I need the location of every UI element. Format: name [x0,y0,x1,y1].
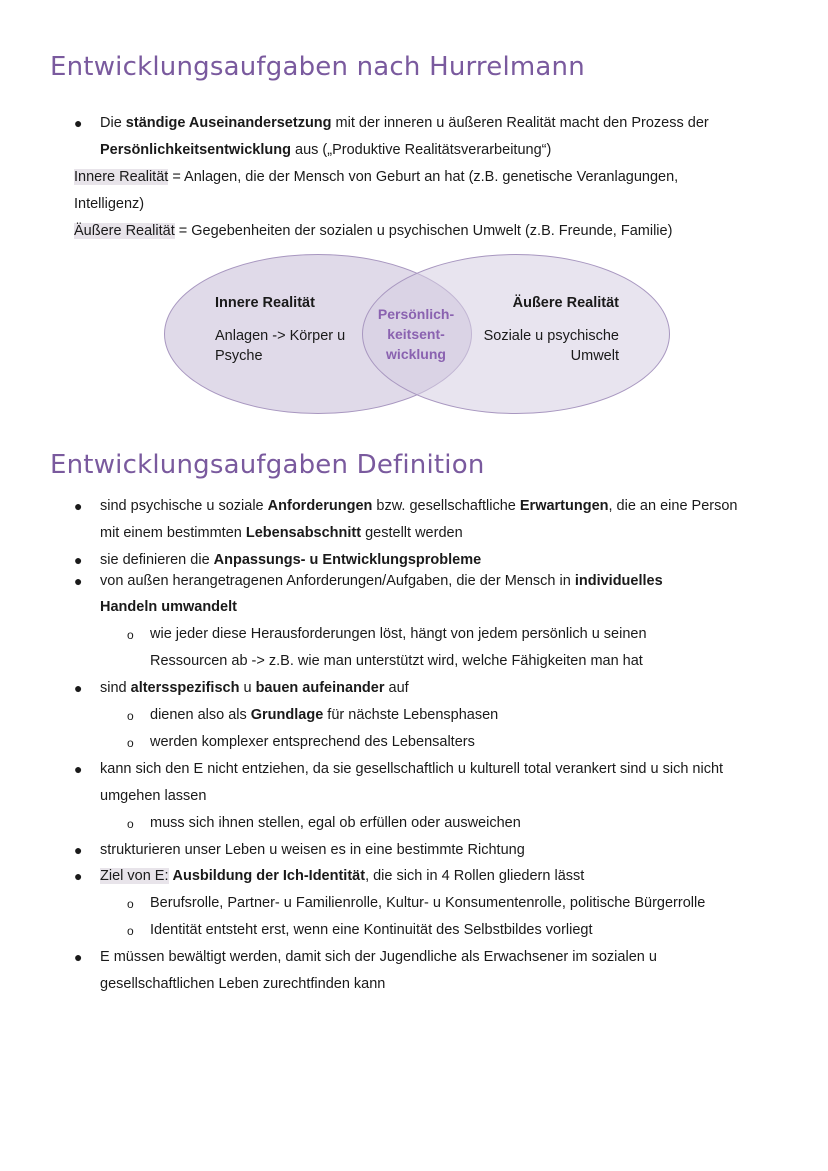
sub-list-item: dienen also als Grundlage für nächste Lebensphasen [150,707,499,723]
bullet-dot: ● [74,573,83,589]
list-item: Ziel von E: Ausbildung der Ich-Identität, die sich in 4 Rollen gliedern lässt [100,868,585,884]
sub-bullet-circle: o [127,817,134,831]
venn-right-text: Soziale u psychische [483,328,619,344]
venn-right-heading: Äußere Realität [512,295,619,311]
list-item: kann sich den E nicht entziehen, da sie gesellschaftlich u kulturell total verankert sind u sich nicht [100,761,724,777]
list-item-continuation: mit einem bestimmten Lebensabschnitt gestellt werden [100,525,463,541]
sub-bullet-circle: o [127,924,134,938]
sub-list-item: wie jeder diese Herausforderungen löst, hängt von jedem persönlich u seinen [150,626,647,642]
list-item: E müssen bewältigt werden, damit sich der Jugendliche als Erwachsener im sozialen u [100,949,657,965]
definition-innere: Innere Realität = Anlagen, die der Mensch von Geburt an hat (z.B. genetische Veranlagungen, [74,169,679,185]
sub-bullet-circle: o [127,897,134,911]
section-title-hurrelmann: Entwicklungsaufgaben nach Hurrelmann [50,52,585,82]
venn-left-text: Anlagen -> Körper u [215,328,346,344]
sub-list-item-continuation: Ressourcen ab -> z.B. wie man unterstützt wird, welche Fähigkeiten man hat [150,653,643,669]
bullet-dot: ● [74,949,83,965]
list-item: sie definieren die Anpassungs- u Entwicklungsprobleme [100,552,482,568]
bullet-dot: ● [74,842,83,858]
definition-aeussere: Äußere Realität = Gegebenheiten der sozialen u psychischen Umwelt (z.B. Freunde, Familie) [74,223,673,239]
sub-bullet-circle: o [127,628,134,642]
list-item: sind altersspezifisch u bauen aufeinander auf [100,680,409,696]
bullet-dot: ● [74,552,83,568]
list-item-continuation: Handeln umwandelt [100,599,237,615]
venn-overlap-label: Persönlich- keitsent- wicklung [377,306,455,362]
bullet-dot: ● [74,761,83,777]
paragraph-line: Intelligenz) [74,196,145,212]
sub-bullet-circle: o [127,736,134,750]
paragraph-line: Persönlichkeitsentwicklung aus („Produktive Realitätsverarbeitung“) [100,142,552,158]
sub-list-item: Identität entsteht erst, wenn eine Kontinuität des Selbstbildes vorliegt [150,922,593,938]
section-title-definition: Entwicklungsaufgaben Definition [50,450,485,480]
list-item: von außen herangetragenen Anforderungen/Aufgaben, die der Mensch in individuelles [100,573,663,589]
list-item: sind psychische u soziale Anforderungen bzw. gesellschaftliche Erwartungen, die an eine Person [100,498,738,514]
list-item: strukturieren unser Leben u weisen es in eine bestimmte Richtung [100,842,525,858]
paragraph-line: Die ständige Auseinandersetzung mit der inneren u äußeren Realität macht den Prozess der [100,115,709,131]
list-item-continuation: umgehen lassen [100,788,207,804]
bullet-dot: ● [74,498,83,514]
sub-list-item: werden komplexer entsprechend des Lebensalters [150,734,475,750]
bullet-dot: ● [74,868,83,884]
venn-left-text: Psyche [215,348,263,364]
list-item-continuation: gesellschaftlichen Leben zurechtfinden kann [100,976,386,992]
sub-bullet-circle: o [127,709,134,723]
venn-left-heading: Innere Realität [215,295,315,311]
bullet-dot: ● [74,115,83,131]
venn-right-text: Umwelt [570,348,619,364]
bullet-dot: ● [74,680,83,696]
sub-list-item: muss sich ihnen stellen, egal ob erfüllen oder ausweichen [150,815,521,831]
sub-list-item: Berufsrolle, Partner- u Familienrolle, Kultur- u Konsumentenrolle, politische Bürgerrolle [150,895,706,911]
